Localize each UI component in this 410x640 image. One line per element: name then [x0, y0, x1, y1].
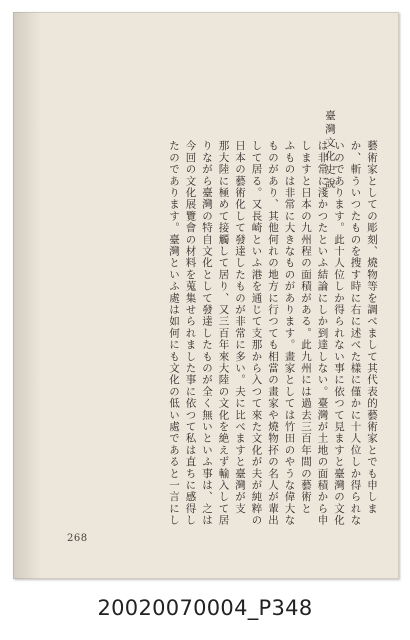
text-line: 今回の文化展覽會の材料を蒐集せられました事に依つて私は直ちに感得し [184, 140, 197, 527]
text-line: りながら臺灣の特自文化として發達したものが全く無いといふ事は、之は [201, 140, 213, 527]
running-title: 臺灣文化史說 [324, 110, 336, 191]
text-line: ものがあり、其他何れの地方に行つても相當の畫家や燒物抔の名人が輩出 [267, 140, 279, 527]
page-spine-shadow [13, 12, 41, 579]
text-line: いのであります。此十人位しか得られない事に依つて見ますと臺灣の文化 [333, 140, 345, 527]
text-line: して居る。又長崎といふ港を通じて支那から入つて來た文化が夫が純粹の [250, 140, 263, 527]
book-page [13, 12, 399, 579]
body-text [97, 140, 380, 527]
text-line: しますと日本の九州程の面積がある。此九州には過去三百年間の藝術と [300, 140, 312, 515]
text-line: は非常に淺かつたといふ結論にしか到達しない。臺灣が土地の面積から申 [316, 140, 329, 527]
text-line: ふものは非常に大きなものがあります。畫家としては竹田のやうな偉大な [283, 140, 296, 527]
text-line: 藝術家としての彫刻、燒物等を調べまして其代表的藝術家とでも申しま [366, 140, 378, 515]
text-line: 日本の藝術化して發達したものが非常に多い。夫に比べますと臺灣が支 [234, 140, 246, 515]
page-number: 268 [67, 533, 88, 544]
text-line: か、斬ういつたものを搜す時に右に述べた樣に僅かに十人位しか得られな [349, 140, 362, 527]
image-caption: 20020070004_P348 [97, 596, 313, 620]
text-line: たのであります。臺灣といふ處は如何にも文化の低い處であると一言にし [168, 140, 180, 527]
text-line: 那大陸に極めて接觸して居り、又三百年來大陸の文化を絶えず輸入して居 [217, 140, 230, 527]
